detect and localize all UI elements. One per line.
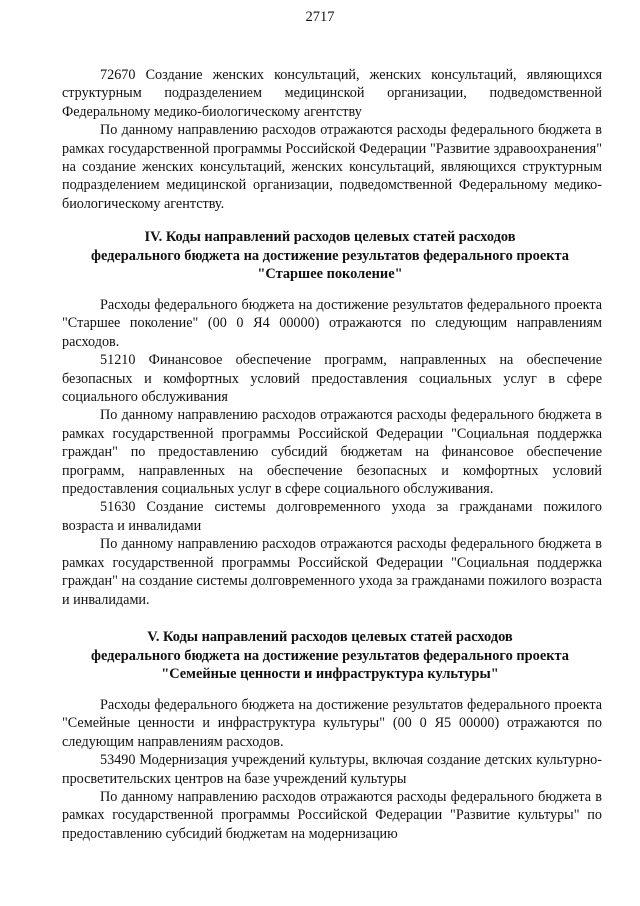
paragraph-51630-title: 51630 Создание системы долговременного ухода за гражданами пожилого возраста и инвалидами [62,499,602,534]
paragraph-72670-body: По данному направлению расходов отражаются расходы федерального бюджета в рамках государственной программы Российской Федерации "Развитие здравоохранения" на создание женских консультаций, женских консультаций, являющихся структурным подразделением медицинской организации, подведомственной Федеральному медико-биологическому агентству. [62,122,602,212]
section-4-heading [40,228,620,284]
section-5-heading [40,628,620,684]
paragraph-53490-title: 53490 Модернизация учреждений культуры, включая создание детских культурно-просветительских центров на базе учреждений культуры [62,752,602,787]
section-4-body [62,296,602,609]
section-5-intro-paragraph: Расходы федерального бюджета на достижение результатов федерального проекта "Семейные ценности и инфраструктура культуры" (00 0 Я5 00000) отражаются по следующим направлениям расходов. [62,697,602,750]
page-number: 2717 [305,9,335,25]
section-5-heading-line-1: V. Коды направлений расходов целевых статей расходов [147,629,513,645]
section-4-heading-line-2: федерального бюджета на достижение результатов федерального проекта [90,247,569,264]
paragraph-53490-body: По данному направлению расходов отражаются расходы федерального бюджета в рамках государственной программы Российской Федерации "Развитие культуры" по предоставлению субсидий бюджетам на модернизацию [62,789,602,842]
paragraph-51210-title: 51210 Финансовое обеспечение программ, направленных на обеспечение безопасных и комфортных условий предоставления социальных услуг в сфере социального обслуживания [62,352,602,406]
intro-block [62,66,602,213]
section-5-body [62,696,602,843]
section-4-intro-paragraph: Расходы федерального бюджета на достижение результатов федерального проекта "Старшее поколение" (00 0 Я4 00000) отражаются по следующим направлениям расходов. [62,297,602,350]
paragraph-51630-body: По данному направлению расходов отражаются расходы федерального бюджета в рамках государственной программы Российской Федерации "Социальная поддержка граждан" на создание системы долговременного ухода за гражданами пожилого возраста и инвалидами. [62,536,602,608]
section-4-heading-line-3: "Старшее поколение" [257,266,403,283]
paragraph-72670-title: 72670 Создание женских консультаций, женских консультаций, являющихся структурным подразделением медицинской организации, подведомственной Федеральному медико-биологическому агентству [62,67,602,120]
paragraph-51210-body: По данному направлению расходов отражаются расходы федерального бюджета в рамках государственной программы Российской Федерации "Социальная поддержка граждан" по предоставлению субсидий бюджетам на финансовое обеспечение программ, направленных на обеспечение безопасных и комфортных условий предоставления социальных услуг в сфере социального обслуживания. [62,407,602,498]
section-5-heading-line-2: федерального бюджета на достижение результатов федерального проекта [90,647,569,664]
section-4-heading-line-1: IV. Коды направлений расходов целевых статей расходов [144,229,516,245]
section-5-heading-line-3: "Семейные ценности и инфраструктура культуры" [161,666,499,683]
